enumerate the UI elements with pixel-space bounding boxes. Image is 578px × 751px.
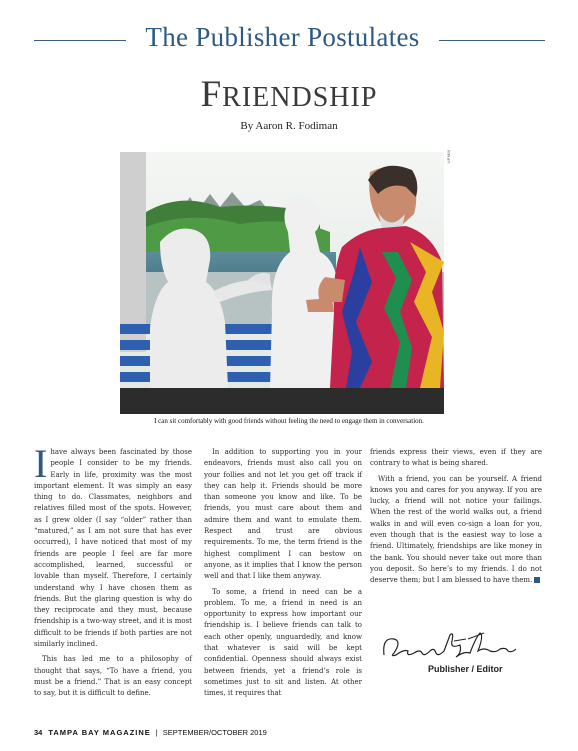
paragraph: friends express their views, even if they are contrary to what is being shared. [370,448,542,468]
article-title [0,73,578,116]
page-number: 34 [34,728,43,737]
paragraph: With a friend, you can be yourself. A friend knows you and cares for you anyway. If you are lucky, a friend will not notice your failings. When the rest of the world walks out, a friend walks in and will even co-sign a loan for you, even though that is the easiest way to lose a friend. Ultimately, friendships are like money in the bank. You should never take out more than you deposit. So here’s to my friends. I do not deserve them; but I am blessed to have them. [370,474,542,585]
signature-title: Publisher / Editor [428,664,503,674]
paragraph: This has led me to a philosophy of thought that says, “To have a friend, you must be a friend.” That is an easy concept to say, but it is difficult to define. [34,655,192,698]
article-title-rest: RIENDSHIP [222,82,378,113]
byline: By Aaron R. Fodiman [240,120,338,132]
footer-separator: | [155,728,158,737]
end-mark-icon [534,577,540,583]
article-column-2 [204,447,362,700]
paragraph: In addition to supporting you in your endeavors, friends must also call you on your follies and not let you get off track if they can help it. Friends should be more than someone you know and like. To be friends, you must care about them and admire them and want to emulate them. Respect and trust are obvious requirements. To me, the term friend is the highest compliment I can bestow on anyone, as it implies that I know the person well and that I like them anyway. [204,448,362,581]
drop-cap: I [34,441,48,486]
photo-credit: UPMM [446,150,451,164]
section-title: The Publisher Postulates [145,22,420,52]
article-column-1 [34,441,192,700]
header-rule-right [439,40,545,41]
article-title-initial: F [200,74,223,115]
magazine-name: TAMPA BAY MAGAZINE [48,728,151,737]
paragraph: have always been fascinated by those people I consider to be my friends. Early in life, proximity was the most important element. It was simply an easy thing to do. Classmates, neighbors and relatives filled most of the spots. However, as I grew older (I say “older” rather than “matured,” as I am not sure that has ever occurred), I have noticed that most of my friends are people I feel are far more accomplished, learned, successful or lovable than myself. Therefore, I certainly understand why I have chosen them as friends. But the glaring question is why do they reciprocate and they must, because friendship is a two-way street, and it is most difficult to be friends if both parties are not similarly inclined. [34,448,192,649]
article-column-3 [370,447,542,587]
paragraph: To some, a friend in need can be a problem. To me, a friend in need is an opportunity to express how important our friendship is. I believe friends can talk to each other openly, unguardedly, and know that whatever is said will be kept confidential. Openness should always exist between friends, yet a friend’s role is sometimes just to sit and listen. At other times, it requires that [204,587,362,698]
header-rule-left [34,40,126,41]
page-footer [34,728,267,737]
signature-image [380,627,520,667]
photo-caption: I can sit comfortably with good friends without feeling the need to engage them in conversation. [154,417,424,425]
issue-date: SEPTEMBER/OCTOBER 2019 [162,728,267,737]
article-photo [120,152,444,414]
